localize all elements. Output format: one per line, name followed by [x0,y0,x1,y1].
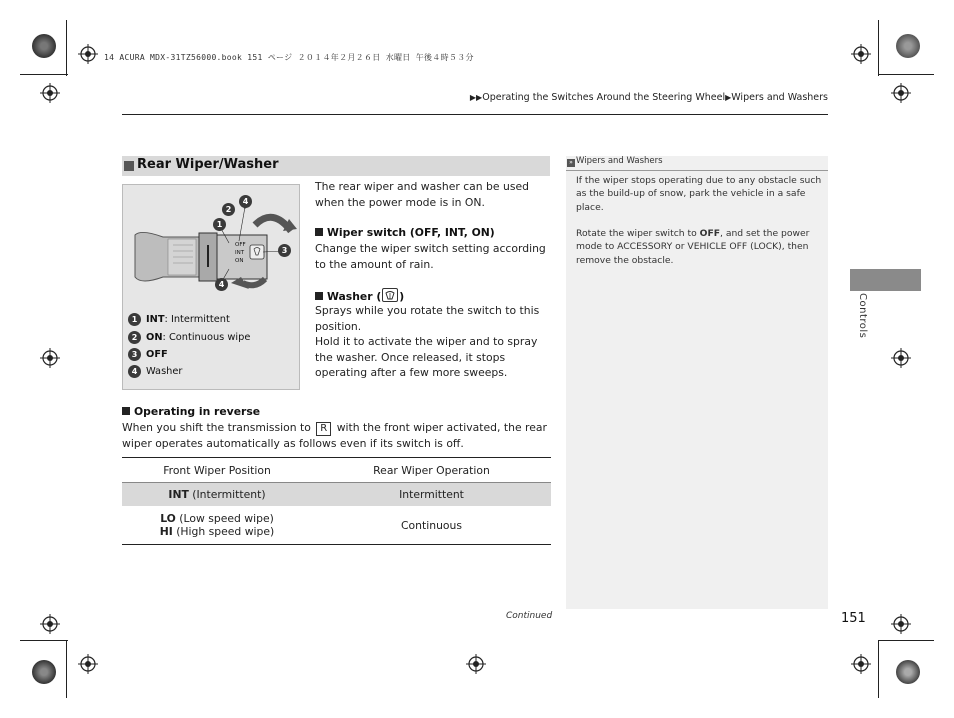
color-calibration-mark-icon [896,34,920,58]
header-rule [122,114,828,115]
registration-mark-icon [851,44,871,64]
legend-item-off [128,348,168,361]
sidebar-note [566,156,828,609]
table-header-row [122,458,551,482]
sidebar-para-2-bold: OFF [699,228,721,239]
bullet-square-icon [315,228,323,236]
breadcrumb [470,92,828,103]
registration-mark-icon [78,654,98,674]
table-cell-rear: Intermittent [399,488,464,501]
crop-line [66,20,67,76]
legend-desc: : Intermittent [164,314,230,325]
bullet-square-icon [315,292,323,300]
reverse-heading-text: Operating in reverse [134,405,261,418]
cell-term: HI [159,525,173,538]
cell-term: INT [168,488,189,501]
registration-mark-icon [851,654,871,674]
page-number: 151 [841,611,866,626]
section-heading-bar [122,156,550,176]
washer-heading [315,288,404,303]
registration-mark-icon [40,83,60,103]
chapter-tab[interactable] [850,269,921,291]
switch-label-on: ON [235,258,244,264]
wiper-switch-figure [122,184,300,390]
washer-text-1: Sprays while you rotate the switch to this position. [315,304,540,333]
cell-desc: (Low speed wipe) [175,512,274,525]
legend-term: INT [146,314,165,325]
figure-callout-2: 2 [222,203,235,216]
crop-line [878,640,879,698]
sidebar-para-1: If the wiper stops operating due to any obstacle such as the build-up of snow, park the vehicle in a safe place. [576,175,822,213]
sidebar-para-2-post: , and set the power mode to ACCESSORY or VEHICLE OFF (LOCK), then remove the obstacle. [576,228,810,266]
washer-heading-pre: Washer ( [327,290,382,303]
breadcrumb-arrows-icon: ▶▶ [469,93,483,102]
color-calibration-mark-icon [896,660,920,684]
sidebar-para-2-pre: Rotate the wiper switch to [576,228,700,239]
section-square-icon [124,161,134,171]
legend-term: ON [146,332,163,343]
legend-term: OFF [146,349,168,360]
table-row [122,506,551,544]
print-header: 14 ACURA MDX-31TZ56000.book 151 ページ ２０１４年２月２６日 水曜日 午後４時５３分 [104,53,474,62]
section-title: Rear Wiper/Washer [137,157,279,172]
reverse-text-post: with the front wiper activated, the rear wiper operates automatically as follows even if its switch is off. [122,421,547,450]
figure-callout-4: 4 [239,195,252,208]
switch-label-off: OFF [235,242,246,248]
cell-desc: (High speed wipe) [172,525,275,538]
crop-line [66,640,67,698]
figure-callout-3: 3 [278,244,291,257]
table-cell-front [122,488,312,501]
legend-item-on [128,331,250,344]
switch-label-int: INT [235,250,245,256]
reverse-gear-key: R [316,422,331,436]
legend-desc: Washer [146,366,183,377]
figure-callout-4: 4 [215,278,228,291]
reverse-text-pre: When you shift the transmission to [122,421,311,434]
crop-line [20,74,68,75]
breadcrumb-link-wipers[interactable]: Wipers and Washers [731,92,828,103]
registration-mark-icon [891,614,911,634]
registration-mark-icon [466,654,486,674]
table-cell-rear: Continuous [401,518,462,532]
registration-mark-icon [78,44,98,64]
breadcrumb-link-switches[interactable]: Operating the Switches Around the Steering Wheel [482,92,726,103]
legend-num-1: 1 [128,313,141,326]
crop-line [878,20,879,76]
table-header-front: Front Wiper Position [163,463,271,477]
cell-term: LO [160,512,176,525]
figure-callout-1: 1 [213,218,226,231]
washer-symbol-icon [382,288,398,302]
crop-line [878,640,934,641]
cell-line [122,512,312,525]
reverse-text [122,420,552,452]
sidebar-header-text: Wipers and Washers [576,156,663,166]
breadcrumb-arrow-icon: ▶ [725,93,732,102]
reverse-operation-table [122,457,551,545]
legend-desc: : Continuous wipe [162,332,251,343]
wiper-switch-heading [315,226,495,239]
bullet-square-icon [122,407,130,415]
wiper-switch-text: Change the wiper switch setting according to the amount of rain. [315,242,546,271]
legend-item-int [128,313,230,326]
wiper-lever-illustration [123,185,299,305]
table-row [122,483,551,506]
registration-mark-icon [891,348,911,368]
legend-num-2: 2 [128,331,141,344]
washer-text-2: Hold it to activate the wiper and to spray the washer. Once released, it stops operating after a few more sweeps. [315,335,538,379]
legend-num-4: 4 [128,365,141,378]
wiper-switch-heading-text: Wiper switch (OFF, INT, ON) [327,226,495,239]
table-cell-front [122,512,312,538]
registration-mark-icon [40,614,60,634]
table-bottom-rule [122,544,551,545]
chapter-tab-label: Controls [857,293,868,339]
crop-line [20,640,68,641]
crop-line [878,74,934,75]
reverse-heading [122,405,260,418]
cell-desc: (Intermittent) [188,488,266,501]
registration-mark-icon [891,83,911,103]
washer-heading-post: ) [399,290,405,303]
color-calibration-mark-icon [32,34,56,58]
registration-mark-icon [40,348,60,368]
intro-text: The rear wiper and washer can be used when the power mode is in ON. [315,180,529,209]
color-calibration-mark-icon [32,660,56,684]
continued-label: Continued [506,611,553,621]
legend-item-washer [128,365,182,378]
legend-num-3: 3 [128,348,141,361]
cell-line [122,525,312,538]
sidebar-para-2 [576,227,822,267]
table-header-rear: Rear Wiper Operation [373,463,490,477]
sidebar-ref-icon: » [567,159,575,167]
sidebar-header [566,156,828,171]
